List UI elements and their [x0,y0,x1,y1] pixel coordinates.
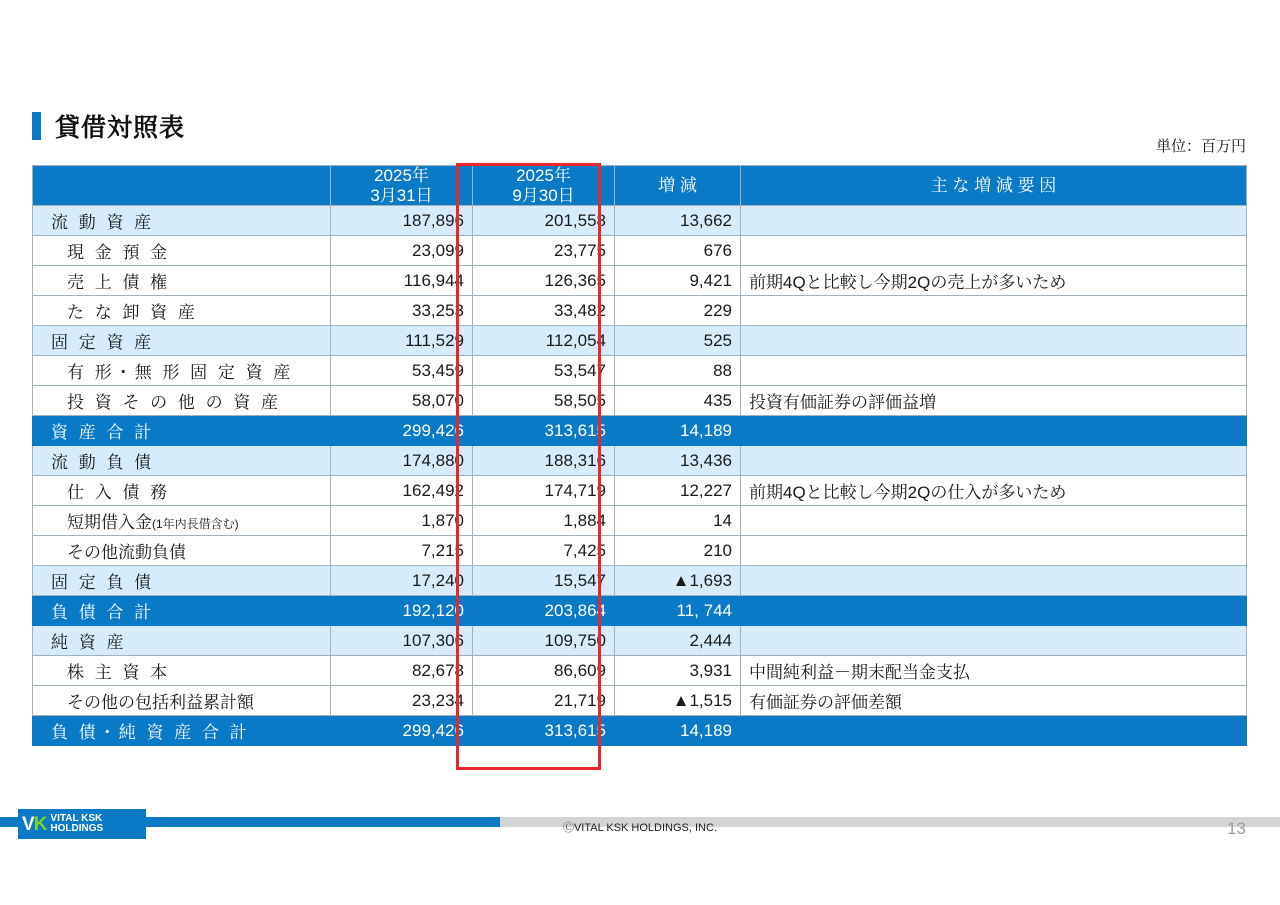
row-value-2: 15,547 [473,566,615,596]
table-row [33,326,1247,356]
row-value-3: 14 [615,506,741,536]
table-row [33,686,1247,716]
row-value-3: 525 [615,326,741,356]
row-value-1: 23,099 [331,236,473,266]
row-label: その他流動負債 [33,536,331,566]
row-value-2: 53,547 [473,356,615,386]
row-value-1: 174,880 [331,446,473,476]
row-value-2: 126,365 [473,266,615,296]
table-body [33,206,1247,746]
row-reason: 前期4Qと比較し今期2Qの売上が多いため [741,266,1247,296]
row-value-2: 313,615 [473,416,615,446]
row-reason [741,356,1247,386]
row-value-1: 299,426 [331,716,473,746]
table-row [33,446,1247,476]
row-value-2: 33,482 [473,296,615,326]
row-reason [741,506,1247,536]
row-value-2: 201,558 [473,206,615,236]
row-value-3: 88 [615,356,741,386]
row-label: その他の包括利益累計額 [33,686,331,716]
row-value-2: 174,719 [473,476,615,506]
row-value-1: 23,234 [331,686,473,716]
copyright-text: ⒸVITAL KSK HOLDINGS, INC. [562,822,718,834]
row-value-3: 14,189 [615,716,741,746]
header-cell-change: 増 減 [615,166,741,206]
row-value-1: 33,253 [331,296,473,326]
row-value-1: 111,529 [331,326,473,356]
row-label: た な 卸 資 産 [33,296,331,326]
row-value-3: 14,189 [615,416,741,446]
row-value-3: 13,662 [615,206,741,236]
row-label: 純 資 産 [33,626,331,656]
table-row [33,596,1247,626]
row-label: 現 金 預 金 [33,236,331,266]
row-value-1: 82,678 [331,656,473,686]
header-cell-period-1: 2025年 3月31日 [331,166,473,206]
table-row [33,656,1247,686]
row-label: 仕 入 債 務 [33,476,331,506]
row-value-3: 676 [615,236,741,266]
row-value-1: 299,426 [331,416,473,446]
row-value-2: 23,775 [473,236,615,266]
row-value-1: 162,492 [331,476,473,506]
table-row [33,536,1247,566]
row-value-1: 7,215 [331,536,473,566]
row-value-1: 192,120 [331,596,473,626]
row-label-note: (1年内長借含む) [152,517,239,532]
row-value-2: 86,609 [473,656,615,686]
row-value-3: 229 [615,296,741,326]
table-row [33,386,1247,416]
row-value-1: 187,896 [331,206,473,236]
table-row [33,566,1247,596]
row-reason [741,716,1247,746]
row-value-2: 112,054 [473,326,615,356]
row-reason [741,416,1247,446]
row-label: 流 動 負 債 [33,446,331,476]
row-reason [741,566,1247,596]
row-value-2: 109,750 [473,626,615,656]
row-value-1: 53,459 [331,356,473,386]
row-label: 売 上 債 権 [33,266,331,296]
row-value-2: 21,719 [473,686,615,716]
table-header-row [33,166,1247,206]
row-value-3: 11, 744 [615,596,741,626]
row-reason [741,326,1247,356]
row-reason: 投資有価証券の評価益増 [741,386,1247,416]
page-number: 13 [1227,819,1246,838]
table-row [33,716,1247,746]
row-value-2: 1,884 [473,506,615,536]
row-value-2: 203,864 [473,596,615,626]
row-label: 資 産 合 計 [33,416,331,446]
table-row [33,296,1247,326]
row-reason: 中間純利益－期末配当金支払 [741,656,1247,686]
unit-note: 単位：百万円 [1155,138,1246,155]
row-reason [741,626,1247,656]
header-cell-label [33,166,331,206]
row-reason [741,236,1247,266]
row-reason [741,446,1247,476]
row-label: 有 形・無 形 固 定 資 産 [33,356,331,386]
header-cell-reason: 主 な 増 減 要 因 [741,166,1247,206]
row-value-2: 7,425 [473,536,615,566]
row-label: 株 主 資 本 [33,656,331,686]
row-value-3: 9,421 [615,266,741,296]
row-label: 短期借入金(1年内長借含む) [33,506,331,536]
row-label: 固 定 負 債 [33,566,331,596]
row-value-3: 435 [615,386,741,416]
row-reason [741,296,1247,326]
row-value-3: 13,436 [615,446,741,476]
row-value-3: 3,931 [615,656,741,686]
logo-mark: VK [22,813,47,835]
row-value-1: 116,944 [331,266,473,296]
table-row [33,626,1247,656]
row-label: 負 債・純 資 産 合 計 [33,716,331,746]
table-row [33,506,1247,536]
row-value-3: 2,444 [615,626,741,656]
table-row [33,356,1247,386]
title-accent-bar [32,112,41,140]
row-reason [741,536,1247,566]
row-value-3: 210 [615,536,741,566]
row-reason [741,206,1247,236]
logo-line-1: VITAL KSK [50,812,103,824]
balance-sheet-table [32,165,1246,746]
table-row [33,416,1247,446]
row-value-2: 188,316 [473,446,615,476]
row-reason: 前期4Qと比較し今期2Qの仕入が多いため [741,476,1247,506]
row-label: 固 定 資 産 [33,326,331,356]
header-cell-period-2: 2025年 9月30日 [473,166,615,206]
row-reason [741,596,1247,626]
logo-line-2: HOLDINGS [50,823,104,834]
row-label: 負 債 合 計 [33,596,331,626]
table-row [33,236,1247,266]
row-label: 投 資 そ の 他 の 資 産 [33,386,331,416]
row-value-2: 58,505 [473,386,615,416]
table-row [33,476,1247,506]
title-text: 貸借対照表 [55,114,186,142]
row-value-3: 12,227 [615,476,741,506]
table-row [33,206,1247,236]
row-value-3: ▲1,693 [615,566,741,596]
row-value-2: 313,615 [473,716,615,746]
row-value-1: 1,870 [331,506,473,536]
row-value-1: 58,070 [331,386,473,416]
row-value-1: 17,240 [331,566,473,596]
page-title [32,108,185,144]
table-row [33,266,1247,296]
row-reason: 有価証券の評価差額 [741,686,1247,716]
row-label: 流 動 資 産 [33,206,331,236]
row-value-3: ▲1,515 [615,686,741,716]
row-value-1: 107,306 [331,626,473,656]
